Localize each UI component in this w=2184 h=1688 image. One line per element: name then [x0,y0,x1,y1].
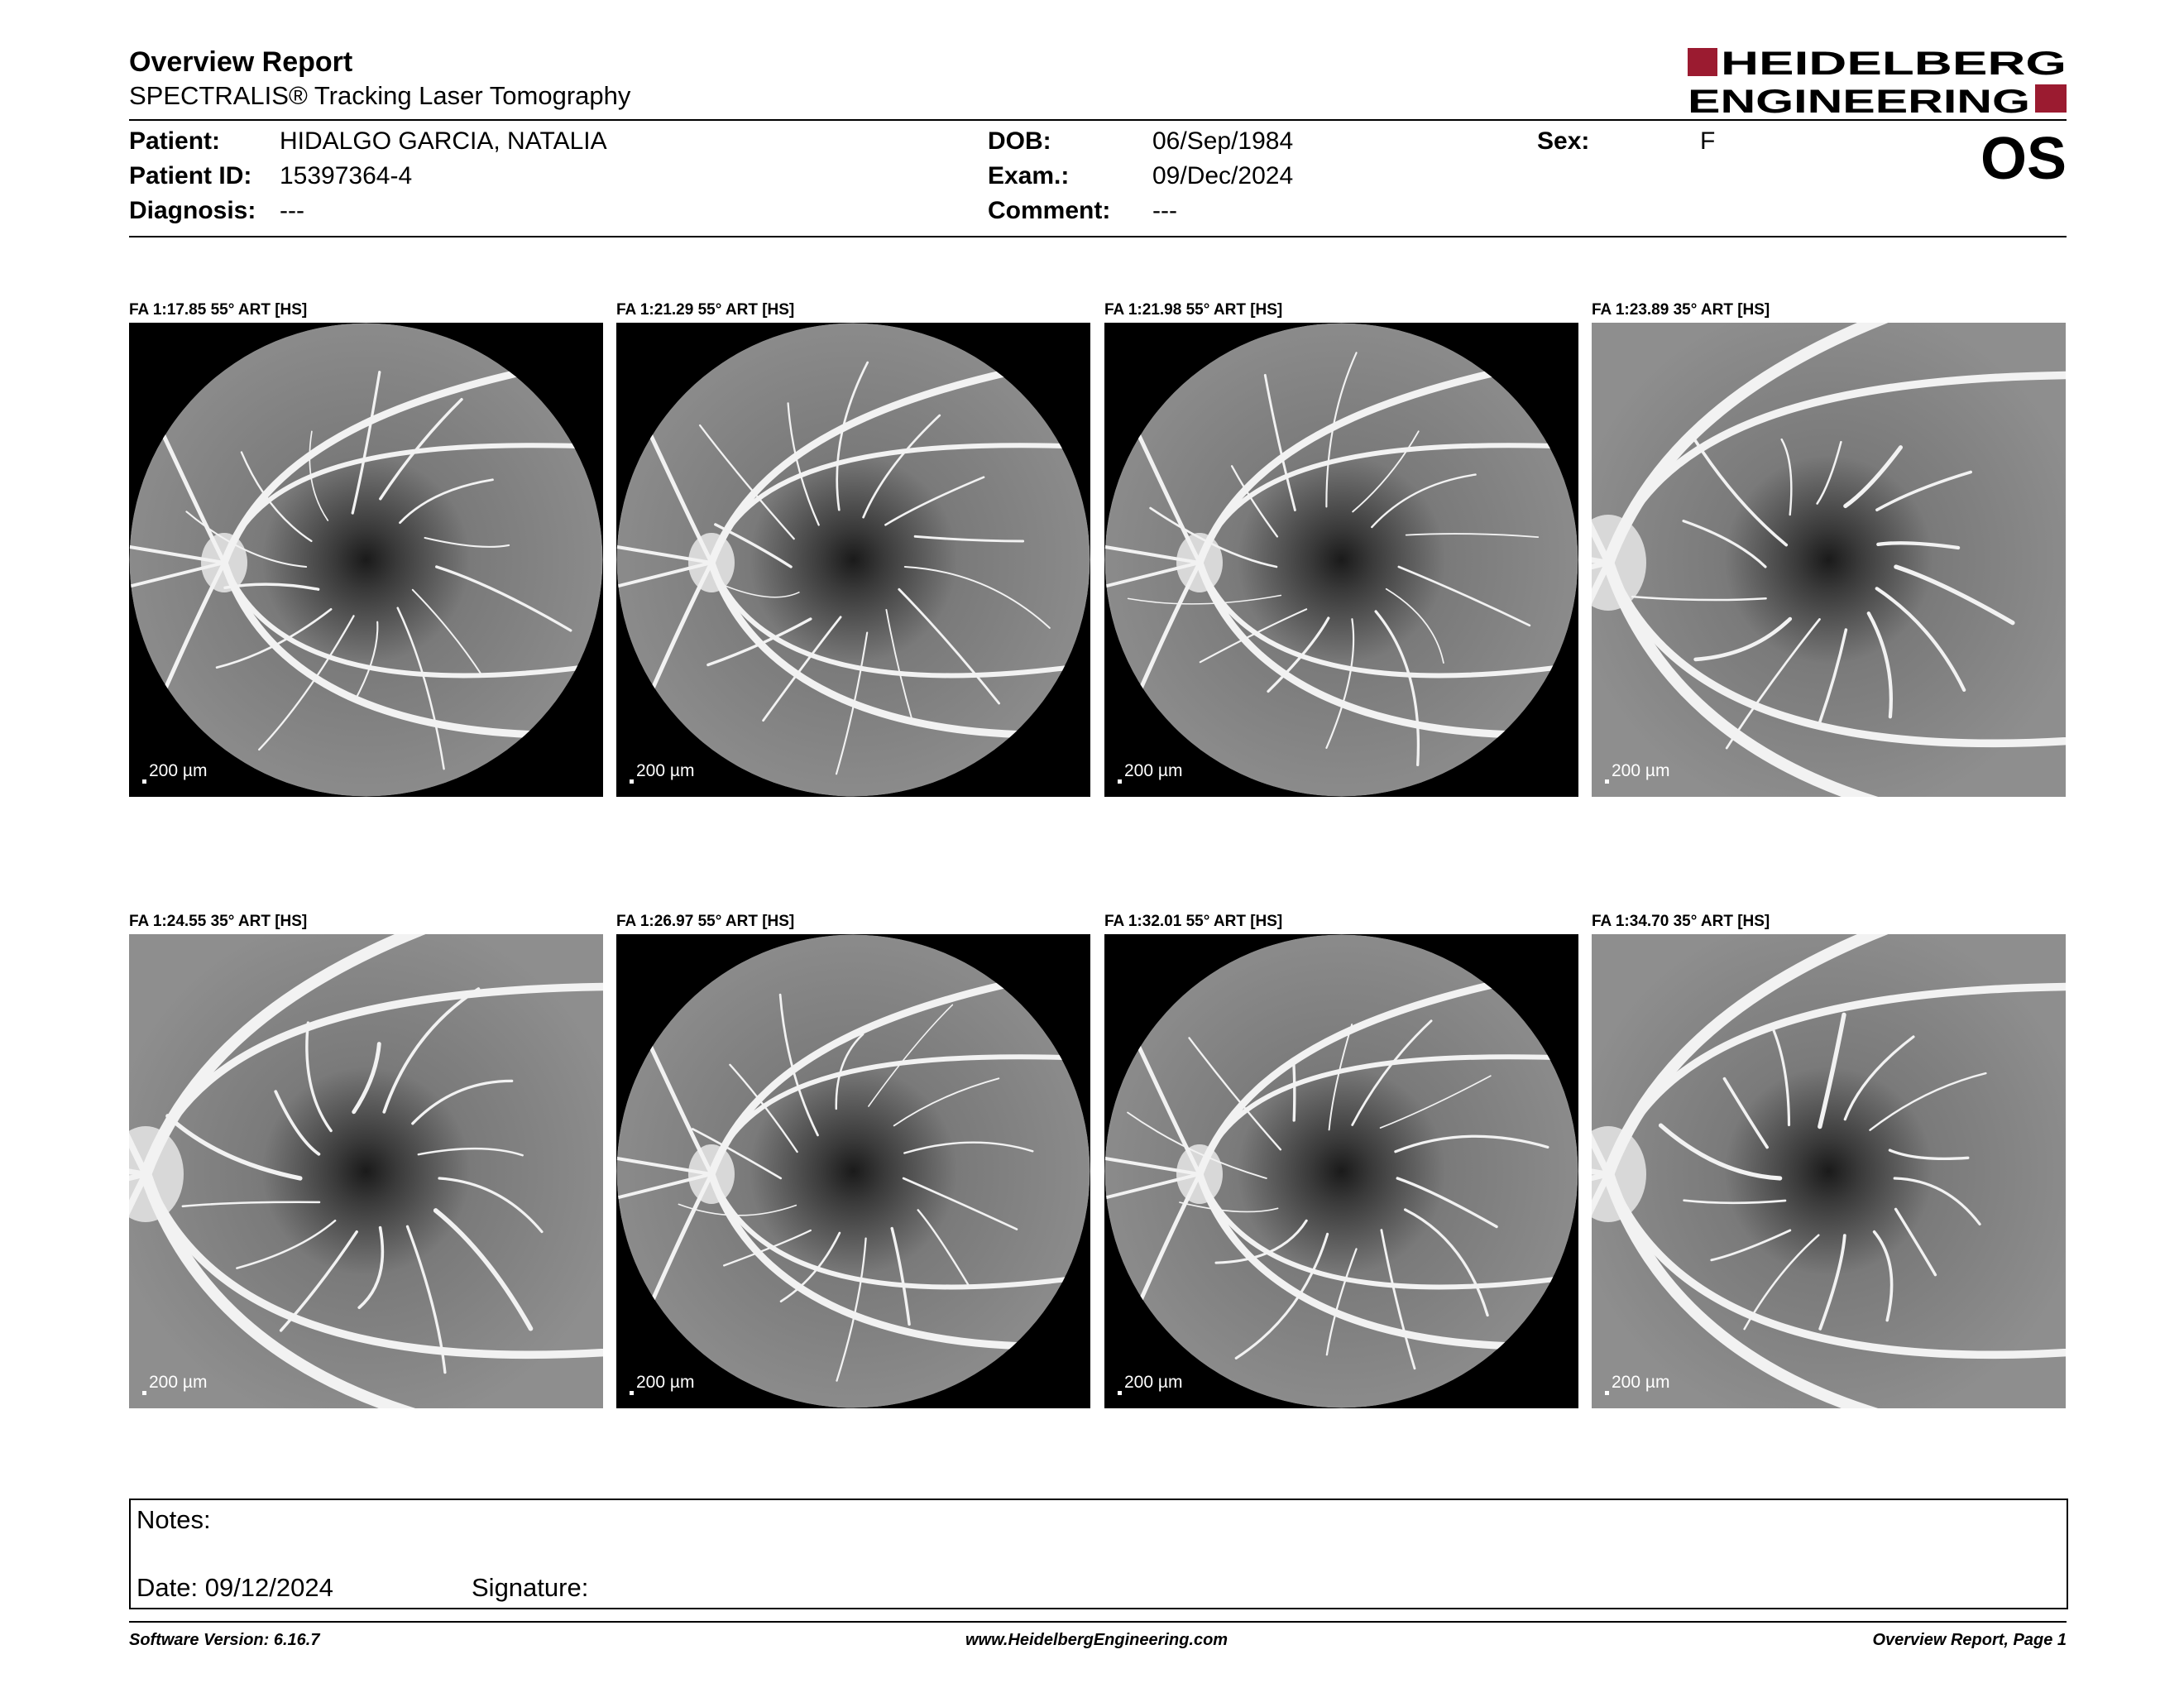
sex-label: Sex: [1537,127,1590,155]
comment-value: --- [1152,197,1177,224]
scale-bar-marker [1118,1391,1122,1395]
patient-label: Patient: [129,127,221,155]
software-version: Software Version: 6.16.7 [129,1631,320,1649]
fundus-image [1104,323,1578,797]
scale-bar-marker [1118,779,1122,784]
image-label: FA 1:23.89 35° ART [HS] [1592,301,1770,319]
heidelberg-logo [1688,46,2067,116]
scale-bar-label: 200 µm [636,1373,695,1392]
scale-bar-label: 200 µm [1612,1373,1670,1392]
logo-line2: ENGINEERING [1688,84,2030,116]
scale-bar-marker [1605,1391,1609,1395]
fundus-image [616,323,1090,797]
fundus-image [1592,934,2066,1408]
fundus-image [616,934,1090,1408]
signature-label: Signature: [472,1573,589,1602]
scale-bar-label: 200 µm [1124,1373,1183,1392]
fundus-image [129,934,603,1408]
footer-rule [129,1621,2067,1623]
image-label: FA 1:24.55 35° ART [HS] [129,913,308,930]
scale-bar-marker [630,1391,634,1395]
logo-line1: HEIDELBERG [1721,46,2067,82]
report-title: Overview Report [129,46,353,78]
image-label: FA 1:34.70 35° ART [HS] [1592,913,1770,930]
scale-bar-label: 200 µm [1612,761,1670,780]
header-rule [129,119,2067,121]
image-label: FA 1:21.98 55° ART [HS] [1104,301,1283,319]
scale-bar-marker [142,1391,146,1395]
image-label: FA 1:26.97 55° ART [HS] [616,913,795,930]
fundus-image [129,323,603,797]
date-label: Date: 09/12/2024 [136,1573,333,1602]
patient-id: 15397364-4 [280,162,413,189]
image-label: FA 1:32.01 55° ART [HS] [1104,913,1283,930]
sex-value: F [1700,127,1716,155]
scale-bar-label: 200 µm [149,761,208,780]
eye-indicator: OS [1980,126,2067,192]
diagnosis-value: --- [280,197,304,224]
dob-value: 06/Sep/1984 [1152,127,1294,155]
scale-bar-marker [630,779,634,784]
fundus-image [1592,323,2066,797]
patient-id-label: Patient ID: [129,162,252,189]
scale-bar-marker [1605,779,1609,784]
image-label: FA 1:17.85 55° ART [HS] [129,301,308,319]
report-subtitle: SPECTRALIS® Tracking Laser Tomography [129,81,631,110]
website-link: www.HeidelbergEngineering.com [965,1631,1228,1649]
patient-rule [129,236,2067,237]
page-number: Overview Report, Page 1 [1872,1631,2067,1649]
scale-bar-marker [142,779,146,784]
image-label: FA 1:21.29 55° ART [HS] [616,301,795,319]
diagnosis-label: Diagnosis: [129,197,256,224]
comment-label: Comment: [988,197,1111,224]
exam-value: 09/Dec/2024 [1152,162,1294,189]
notes-box [129,1499,2068,1609]
patient-name: HIDALGO GARCIA, NATALIA [280,127,607,155]
scale-bar-label: 200 µm [149,1373,208,1392]
dob-label: DOB: [988,127,1051,155]
fundus-image [1104,934,1578,1408]
scale-bar-label: 200 µm [636,761,695,780]
exam-label: Exam.: [988,162,1070,189]
notes-label: Notes: [136,1505,211,1534]
scale-bar-label: 200 µm [1124,761,1183,780]
